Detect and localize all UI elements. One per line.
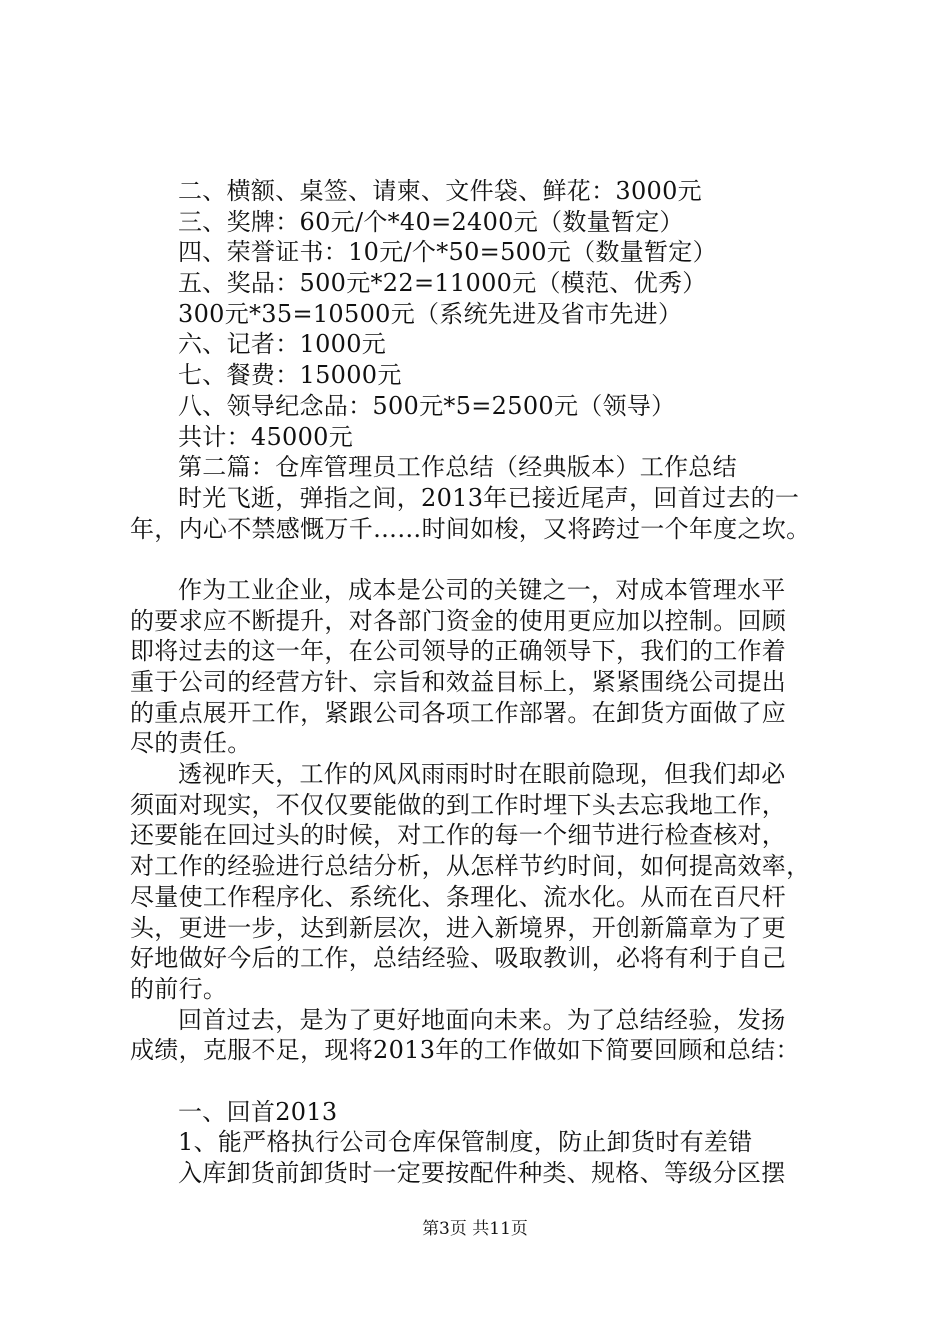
page-footer: 第3页 共11页 <box>422 1219 528 1239</box>
budget-item: 二、横额、桌签、请柬、文件袋、鲜花：3000元 <box>178 177 702 205</box>
budget-item: 300元*35=10500元（系统先进及省市先进） <box>178 299 683 328</box>
paragraph-line: 回首过去，是为了更好地面向未来。为了总结经验，发扬 <box>178 1005 786 1034</box>
paragraph-line: 年，内心不禁感慨万千……时间如梭，又将跨过一个年度之坎。 <box>130 514 811 543</box>
page-content <box>130 176 834 1189</box>
paragraph-3 <box>130 759 834 1005</box>
paragraph-4 <box>130 1005 834 1066</box>
paragraph-line: 尽的责任。 <box>130 729 252 758</box>
spacer <box>130 1066 834 1097</box>
section-title: 第二篇：仓库管理员工作总结（经典版本）工作总结 <box>178 453 737 482</box>
paragraph-line: 时光飞逝，弹指之间，2013年已接近尾声，回首过去的一 <box>178 483 800 512</box>
paragraph-line: 须面对现实，不仅仅要能做的到工作时埋下头去忘我地工作， <box>130 790 787 819</box>
paragraph-line: 重于公司的经营方针、宗旨和效益目标上，紧紧围绕公司提出 <box>130 668 787 696</box>
paragraph-2 <box>130 575 834 759</box>
paragraph-line: 的前行。 <box>130 974 228 1003</box>
budget-list <box>130 176 834 452</box>
paragraph-line: 好地做好今后的工作，总结经验、吸取教训，必将有利于自己 <box>130 944 787 973</box>
heading-review-2013: 一、回首2013 <box>178 1097 338 1126</box>
budget-item: 三、奖牌：60元/个*40=2400元（数量暂定） <box>178 207 684 236</box>
budget-item: 七、餐费：15000元 <box>178 361 402 390</box>
budget-item: 四、荣誉证书：10元/个*50=500元（数量暂定） <box>178 238 717 267</box>
paragraph-line: 的要求应不断提升，对各部门资金的使用更应加以控制。回顾 <box>130 606 787 635</box>
paragraph-line: 成绩，克服不足，现将2013年的工作做如下简要回顾和总结： <box>130 1036 800 1065</box>
paragraph-line: 对工作的经验进行总结分析，从怎样节约时间，如何提高效率， <box>130 852 811 881</box>
item-heading: 1、能严格执行公司仓库保管制度，防止卸货时有差错 <box>178 1128 753 1157</box>
paragraph-line: 尽量使工作程序化、系统化、条理化、流水化。从而在百尺杆 <box>130 882 787 911</box>
budget-item: 五、奖品：500元*22=11000元（模范、优秀） <box>178 269 707 298</box>
item-text: 入库卸货前卸货时一定要按配件种类、规格、等级分区摆 <box>178 1159 786 1187</box>
paragraph-line: 透视昨天，工作的风风雨雨时时在眼前隐现，但我们却必 <box>178 760 786 789</box>
spacer <box>130 544 834 575</box>
budget-item: 八、领导纪念品：500元*5=2500元（领导） <box>178 391 676 420</box>
paragraph-1 <box>130 483 834 544</box>
paragraph-line: 作为工业企业，成本是公司的关键之一，对成本管理水平 <box>178 575 786 604</box>
paragraph-line: 头，更进一步，达到新层次，进入新境界，开创新篇章为了更 <box>130 913 787 942</box>
paragraph-line: 即将过去的这一年，在公司领导的正确领导下，我们的工作着 <box>130 637 787 666</box>
budget-item: 六、记者：1000元 <box>178 330 387 359</box>
paragraph-line: 还要能在回过头的时候，对工作的每一个细节进行检查核对， <box>130 821 787 850</box>
paragraph-line: 的重点展开工作，紧跟公司各项工作部署。在卸货方面做了应 <box>130 698 787 727</box>
budget-total: 共计：45000元 <box>178 422 354 451</box>
